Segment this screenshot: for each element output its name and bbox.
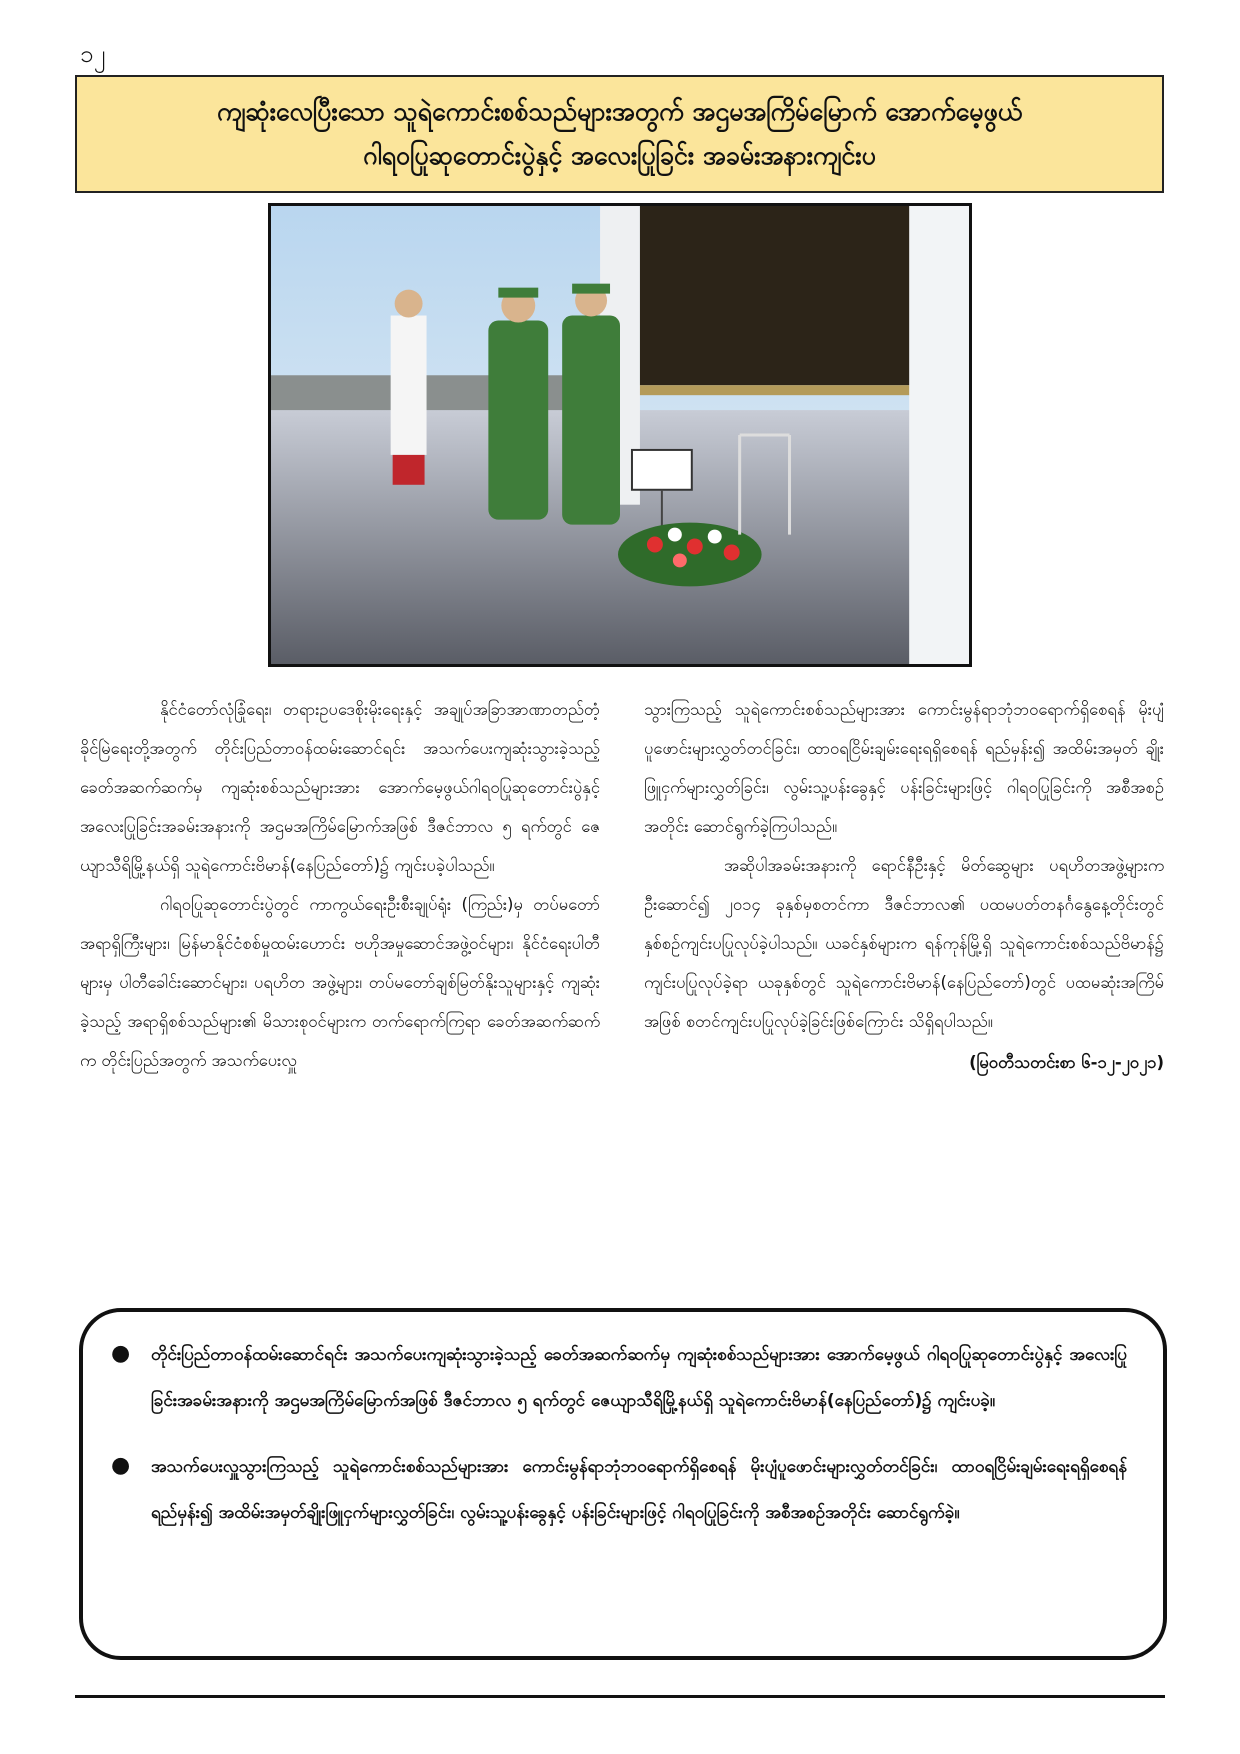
civilian-sash xyxy=(393,455,425,485)
article-right-column xyxy=(644,690,1164,1290)
officer-1 xyxy=(488,321,548,520)
summary-box xyxy=(79,1308,1167,1660)
officer-2-cap xyxy=(572,284,610,294)
ceremony-photo-illustration xyxy=(271,206,969,664)
ceremony-photo xyxy=(268,203,972,667)
civilian-head xyxy=(395,290,423,318)
headline-line-2: ဂါရ၀ပြုဆုတောင်းပွဲနှင့် အလေးပြုခြင်း အခမ်းအနားကျင်းပ xyxy=(363,141,876,170)
summary-bullet xyxy=(111,1332,1127,1424)
flower xyxy=(668,528,682,542)
headline-line-1: ကျဆုံးလေပြီးသော သူရဲကောင်းစစ်သည်များအတွက် အဌမအကြိမ်မြောက် အောက်မေ့ဖွယ် xyxy=(216,97,1023,126)
summary-bullet xyxy=(111,1444,1127,1536)
civilian-figure xyxy=(391,316,427,455)
article-paragraph: သွားကြသည့် သူရဲကောင်းစစ်သည်များအား ကောင်းမွန်ရာဘုံဘ၀ရောက်ရှိစေရန် မိုးပျံပူဖောင်းများလွှတ်တင်ခြင်း၊ ထာ၀ရငြိမ်းချမ်းရေးရရှိစေရန် ရည်မှန်း၍ အထိမ်းအမှတ် ချိုးဖြူငှက်များလွှတ်ခြင်း၊ လွမ်းသူ့ပန်းခွေနှင့် ပန်းခြင်းများဖြင့် ဂါရ၀ပြုခြင်းကို အစီအစဉ်အတိုင်း ဆောင်ရွက်ခဲ့ကြပါသည်။ xyxy=(644,700,1164,836)
flower xyxy=(708,530,722,544)
article-left-column xyxy=(80,690,600,1290)
white-pillar xyxy=(909,206,969,664)
article-body xyxy=(80,690,1164,1290)
bottom-divider xyxy=(75,1695,1165,1698)
bullet-icon: ● xyxy=(111,1341,131,1366)
summary-bullet-text: အသက်ပေးလှူသွားကြသည့် သူရဲကောင်းစစ်သည်များအား ကောင်းမွန်ရာဘုံဘ၀ရောက်ရှိစေရန် မိုးပျံပူဖောင်းများလွှတ်တင်ခြင်း၊ ထာ၀ရငြိမ်းချမ်းရေးရရှိစေရန် ရည်မှန်း၍ အထိမ်းအမှတ်ချိုးဖြူငှက်များလွှတ်ခြင်း၊ လွမ်းသူ့ပန်းခွေနှင့် ပန်းခြင်းများဖြင့် ဂါရ၀ပြုခြင်းကို အစီအစဉ်အတိုင်း ဆောင်ရွက်ခဲ့။ xyxy=(151,1457,1127,1523)
flower xyxy=(647,537,663,553)
article-paragraph: နိုင်ငံတော်လုံခြုံရေး၊ တရားဥပဒေစိုးမိုးရေးနှင့် အချုပ်အခြာအာဏာတည်တံ့ခိုင်မြဲရေးတို့အတွက် တိုင်းပြည်တာ၀န်ထမ်းဆောင်ရင်း အသက်ပေးကျဆုံးသွားခဲ့သည့် ခေတ်အဆက်ဆက်မှ ကျဆုံးစစ်သည်များအား အောက်မေ့ဖွယ်ဂါရ၀ပြုဆုတောင်းပွဲနှင့် အလေးပြုခြင်းအခမ်းအနားကို အဌမအကြိမ်မြောက်အဖြစ် ဒီဇင်ဘာလ ၅ ရက်တွင် ဇေယျာသီရိမြို့နယ်ရှိ သူရဲကောင်းဗိမာန်(နေပြည်တော်)၌ ကျင်းပခဲ့ပါသည်။ xyxy=(80,700,600,875)
flower xyxy=(673,553,687,567)
flower xyxy=(687,539,703,555)
article-paragraph: အဆိုပါအခမ်းအနားကို ရောင်နီဦးနှင့် မိတ်ဆွေများ ပရဟိတအဖွဲ့များက ဦးဆောင်၍ ၂၀၁၄ ခုနှစ်မှစတင်ကာ ဒီဇင်ဘာလ၏ ပထမပတ်တနင်္ဂနွေနေ့တိုင်းတွင် နှစ်စဉ်ကျင်းပပြုလုပ်ခဲ့ပါသည်။ ယခင်နှစ်များက ရန်ကုန်မြို့ရှိ သူရဲကောင်းစစ်သည်ဗိမာန်၌ ကျင်းပပြုလုပ်ခဲ့ရာ ယခုနှစ်တွင် သူရဲကောင်းဗိမာန်(နေပြည်တော်)တွင် ပထမဆုံးအကြိမ်အဖြစ် စတင်ကျင်းပပြုလုပ်ခဲ့ခြင်းဖြစ်ကြောင်း သိရှိရပါသည်။ xyxy=(644,856,1164,1031)
page-number: ၁၂ xyxy=(80,40,106,68)
placard xyxy=(632,450,692,490)
summary-bullet-text: တိုင်းပြည်တာ၀န်ထမ်းဆောင်ရင်း အသက်ပေးကျဆုံးသွားခဲ့သည့် ခေတ်အဆက်ဆက်မှ ကျဆုံးစစ်သည်များအား အောက်မေ့ဖွယ် ဂါရ၀ပြုဆုတောင်းပွဲနှင့် အလေးပြုခြင်းအခမ်းအနားကို အဌမအကြိမ်မြောက်အဖြစ် ဒီဇင်ဘာလ ၅ ရက်တွင် ဇေယျာသီရိမြို့နယ်ရှိ သူရဲကောင်းဗိမာန်(နေပြည်တော်)၌ ကျင်းပခဲ့။ xyxy=(151,1345,1127,1411)
article-paragraph: ဂါရ၀ပြုဆုတောင်းပွဲတွင် ကာကွယ်ရေးဦးစီးချုပ်ရုံး (ကြည်း)မှ တပ်မတော်အရာရှိကြီးများ၊ မြန်မာနိုင်ငံစစ်မှုထမ်းဟောင်း ဗဟိုအမှုဆောင်အဖွဲ့၀င်များ၊ နိုင်ငံရေးပါတီများမှ ပါတီခေါင်းဆောင်များ၊ ပရဟိတ အဖွဲ့များ၊ တပ်မတော်ချစ်မြတ်နိုးသူများနှင့် ကျဆုံးခဲ့သည့် အရာရှိစစ်သည်များ၏ မိသားစု၀င်များက တက်ရောက်ကြရာ ခေတ်အဆက်ဆက်က တိုင်းပြည်အတွက် အသက်ပေးလှူ xyxy=(80,895,600,1070)
source-citation: (မြ၀တီသတင်းစာ ၆-၁၂-၂၀၂၁) xyxy=(969,1053,1164,1072)
officer-2 xyxy=(562,316,620,525)
flower xyxy=(724,545,740,561)
officer-1-cap xyxy=(498,288,538,298)
bullet-icon: ● xyxy=(111,1453,131,1478)
headline-box xyxy=(75,75,1164,193)
